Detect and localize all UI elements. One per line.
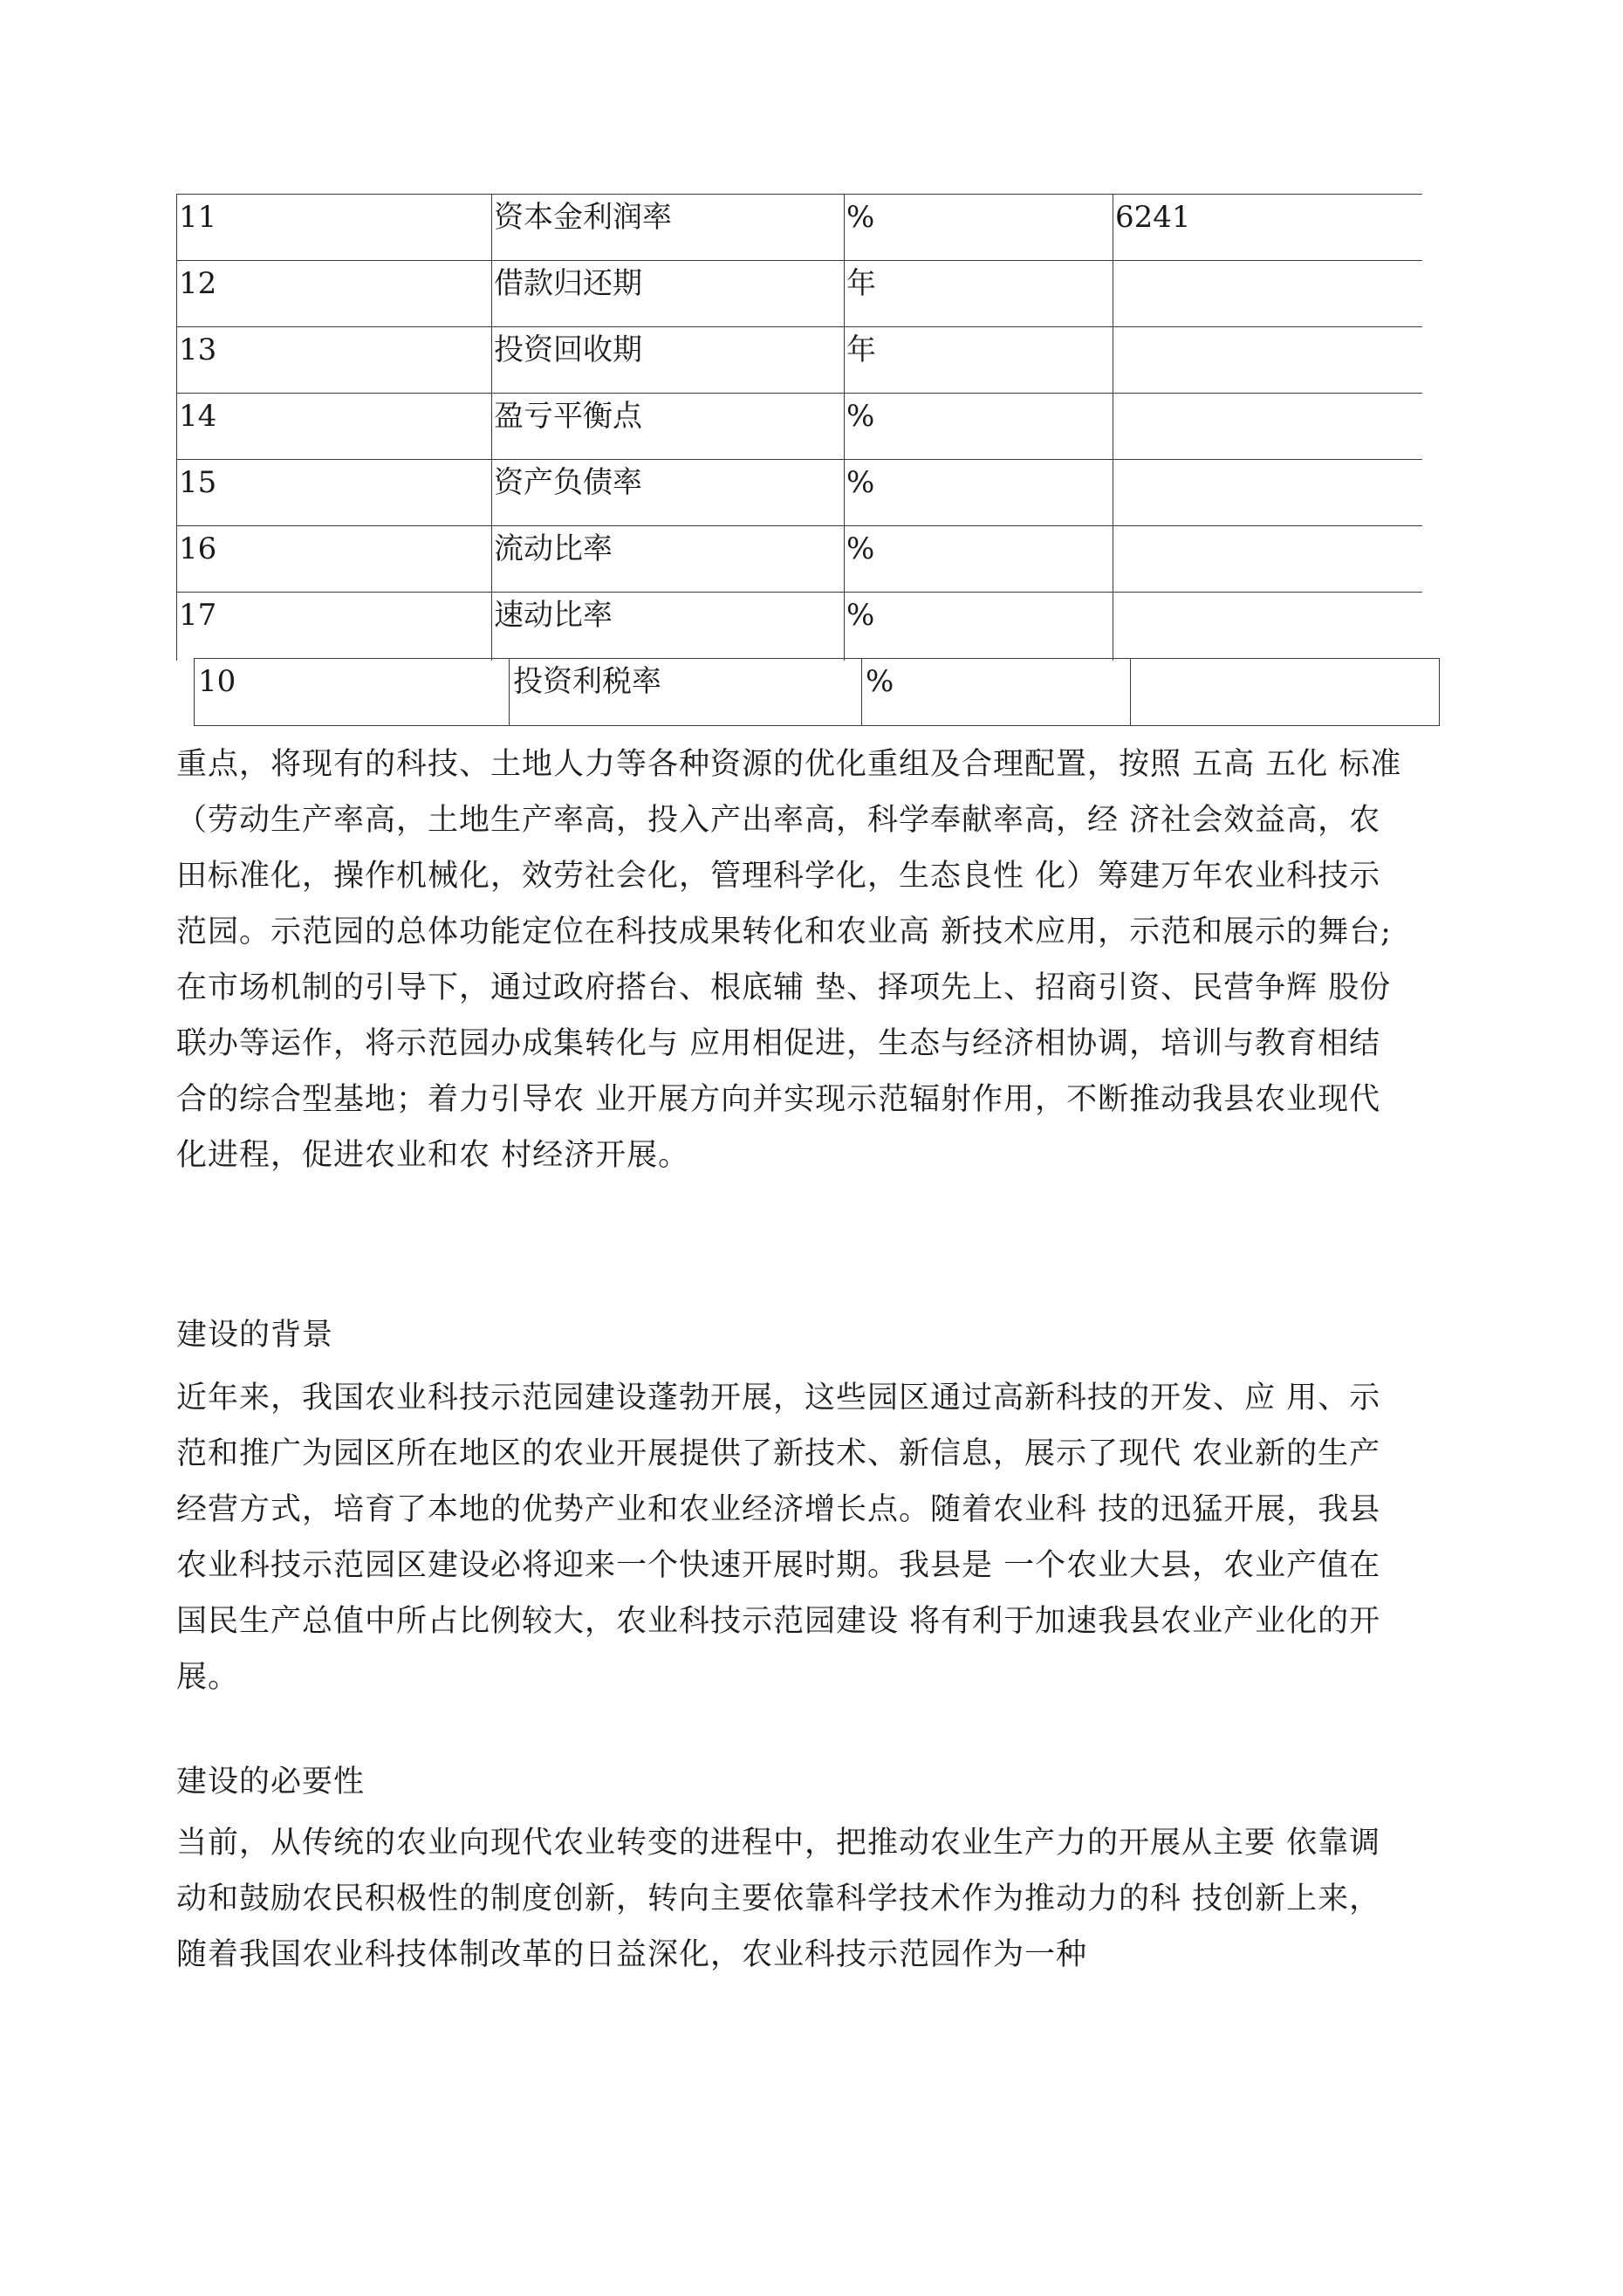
table-row	[177, 195, 1422, 261]
table-row	[177, 460, 1422, 526]
item-cell	[492, 195, 845, 261]
text-line: 动和鼓励农民积极性的制度创新，转向主要依靠科学技术作为推动力的科 技创新上来，	[176, 1881, 1381, 1916]
item-cell	[492, 593, 845, 661]
offset-table-row	[194, 658, 1440, 726]
item-cell	[492, 394, 845, 460]
table-row	[177, 261, 1422, 327]
value-cell	[1113, 327, 1422, 394]
row-number-cell	[177, 593, 492, 661]
value	[1131, 659, 1439, 664]
section-heading-necessity: 建设的必要性	[176, 1765, 366, 1799]
row-number: 11	[179, 200, 217, 235]
item-name: 资产负债率	[494, 465, 642, 500]
unit-cell	[845, 394, 1113, 460]
text-line: 田标准化，操作机械化，效劳社会化，管理科学化，生态良性 化）筹建万年农业科技示	[176, 859, 1381, 894]
item-cell	[492, 460, 845, 526]
text-line: 范园。示范园的总体功能定位在科技成果转化和农业高 新技术应用，示范和展示的舞台;	[176, 915, 1392, 949]
row-number-cell	[177, 394, 492, 460]
row-number: 16	[179, 531, 217, 566]
value-cell	[1113, 460, 1422, 526]
item-cell	[510, 659, 862, 726]
section-heading-background: 建设的背景	[176, 1318, 334, 1353]
item-name: 流动比率	[494, 531, 613, 566]
text-line: 重点，将现有的科技、土地人力等各种资源的优化重组及合理配置，按照 五高 五化 标准	[176, 747, 1402, 782]
value: 6241	[1115, 200, 1191, 235]
row-number-cell	[177, 195, 492, 261]
text-line: 随着我国农业科技体制改革的日益深化，农业科技示范园作为一种	[176, 1937, 1088, 1972]
text-line: 经营方式，培育了本地的优势产业和农业经济增长点。随着农业科 技的迅猛开展，我县	[176, 1492, 1381, 1527]
value	[1113, 460, 1422, 465]
text-line: 在市场机制的引导下，通过政府搭台、根底辅 垫、择项先上、招商引资、民营争辉 股份	[176, 970, 1392, 1005]
row-number-cell	[177, 460, 492, 526]
value-cell	[1131, 659, 1440, 726]
row-number-cell	[177, 261, 492, 327]
text-line: 范和推广为园区所在地区的农业开展提供了新技术、新信息，展示了现代 农业新的生产	[176, 1436, 1381, 1471]
text-line: 化进程，促进农业和农 村经济开展。	[176, 1138, 690, 1173]
paragraph-intro	[176, 737, 1459, 1183]
row-number: 12	[179, 266, 217, 301]
text-line: 农业科技示范园区建设必将迎来一个快速开展时期。我县是 一个农业大县，农业产值在	[176, 1548, 1381, 1583]
unit: %	[846, 598, 875, 633]
paragraph-background	[176, 1370, 1459, 1705]
unit: 年	[846, 266, 876, 301]
table-row	[177, 394, 1422, 460]
text-line: 近年来，我国农业科技示范园建设蓬勃开展，这些园区通过高新科技的开发、应 用、示	[176, 1381, 1381, 1415]
indicator-table	[176, 194, 1422, 661]
value-cell	[1113, 261, 1422, 327]
value-cell	[1113, 593, 1422, 661]
table-row	[195, 659, 1440, 726]
row-number: 10	[198, 664, 236, 699]
item-name: 投资利税率	[513, 664, 661, 699]
unit-cell	[862, 659, 1131, 726]
text-line: （劳动生产率高，土地生产率高，投入产出率高，科学奉献率高，经 济社会效益高，农	[176, 803, 1381, 838]
row-number: 14	[179, 399, 217, 434]
row-number-cell	[177, 327, 492, 394]
unit: 年	[846, 332, 876, 367]
item-name: 借款归还期	[494, 266, 642, 301]
text-line: 合的综合型基地；着力引导农 业开展方向并实现示范辐射作用，不断推动我县农业现代	[176, 1082, 1381, 1117]
item-name: 盈亏平衡点	[494, 399, 642, 434]
value	[1113, 526, 1422, 531]
table-row	[177, 526, 1422, 593]
unit-cell	[845, 327, 1113, 394]
table-row	[177, 593, 1422, 661]
text-line: 展。	[176, 1660, 240, 1695]
value-cell	[1113, 526, 1422, 593]
item-name: 速动比率	[494, 598, 613, 633]
unit: %	[846, 531, 875, 566]
paragraph-necessity	[176, 1815, 1459, 1983]
unit-cell	[845, 460, 1113, 526]
unit: %	[846, 399, 875, 434]
row-number-cell	[177, 526, 492, 593]
unit-cell	[845, 261, 1113, 327]
value	[1113, 327, 1422, 332]
value-cell	[1113, 394, 1422, 460]
unit-cell	[845, 593, 1113, 661]
item-cell	[492, 327, 845, 394]
unit: %	[846, 200, 875, 235]
text-line: 联办等运作，将示范园办成集转化与 应用相促进，生态与经济相协调，培训与教育相结	[176, 1026, 1381, 1061]
unit-cell	[845, 195, 1113, 261]
item-cell	[492, 526, 845, 593]
value	[1113, 394, 1422, 399]
row-number: 17	[179, 598, 217, 633]
value-cell	[1113, 195, 1422, 261]
unit: %	[866, 664, 894, 699]
item-cell	[492, 261, 845, 327]
item-name: 投资回收期	[494, 332, 642, 367]
row-number: 13	[179, 332, 217, 367]
value	[1113, 261, 1422, 266]
unit-cell	[845, 526, 1113, 593]
item-name: 资本金利润率	[494, 200, 672, 235]
text-line: 当前，从传统的农业向现代农业转变的进程中，把推动农业生产力的开展从主要 依靠调	[176, 1826, 1381, 1861]
row-number: 15	[179, 465, 217, 500]
row-number-cell	[195, 659, 510, 726]
text-line: 国民生产总值中所占比例较大，农业科技示范园建设 将有利于加速我县农业产业化的开	[176, 1604, 1381, 1639]
value	[1113, 593, 1422, 598]
table-row	[177, 327, 1422, 394]
unit: %	[846, 465, 875, 500]
